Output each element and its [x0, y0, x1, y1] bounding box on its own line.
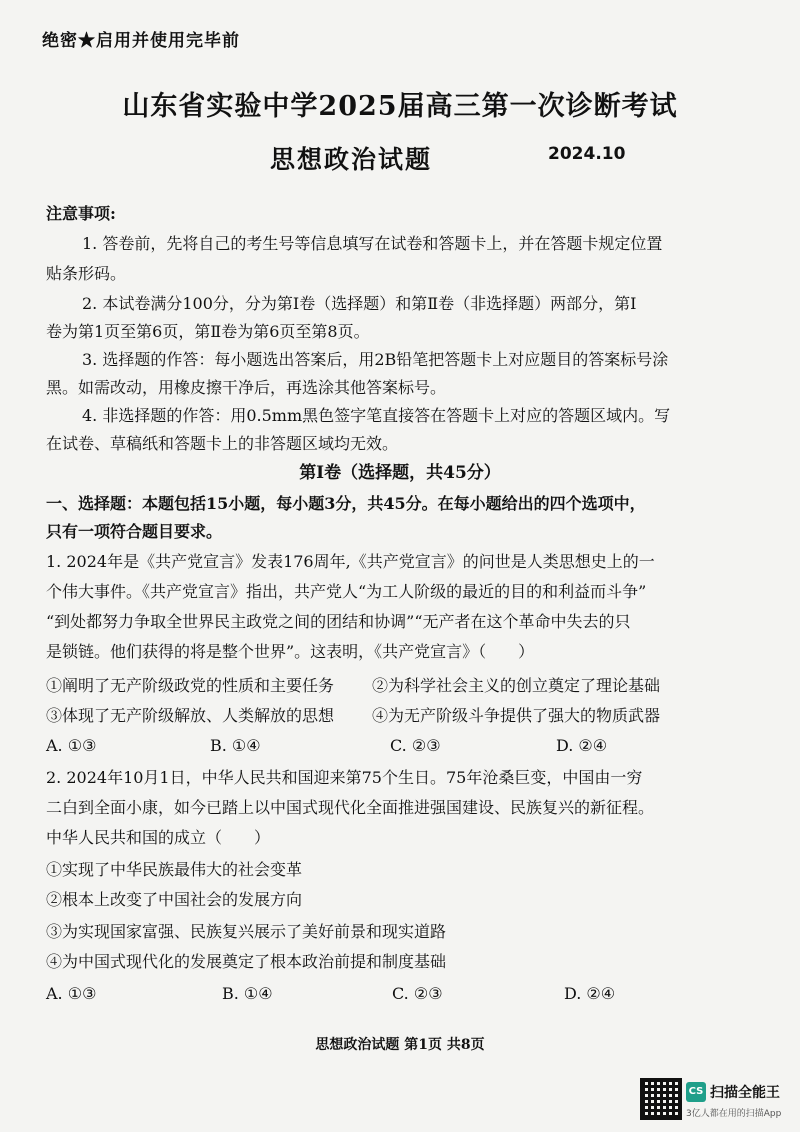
part-intro: 只有一项符合题目要求。: [46, 522, 223, 541]
instruction-line: 3. 选择题的作答：每小题选出答案后，用2B铅笔把答题卡上对应题目的答案标号涂: [82, 350, 669, 369]
instruction-line: 4. 非选择题的作答：用0.5mm黑色签字笔直接答在答题卡上对应的答题区域内。写: [82, 406, 671, 425]
question-1-stem: 个伟大事件。《共产党宣言》指出，共产党人“为工人阶级的最近的目的和利益而斗争”: [46, 582, 647, 601]
qr-code-icon: [640, 1078, 682, 1120]
question-2-statement: ③为实现国家富强、民族复兴展示了美好前景和现实道路: [46, 922, 447, 941]
exam-title: 山东省实验中学2025届高三第一次诊断考试: [122, 91, 678, 122]
question-2-option-d: D. ②④: [564, 984, 616, 1003]
question-1-statement: ④为无产阶级斗争提供了强大的物质武器: [372, 706, 661, 725]
subject-title: 思想政治试题: [270, 145, 433, 174]
instruction-line: 在试卷、草稿纸和答题卡上的非答题区域均无效。: [46, 434, 399, 453]
instruction-line: 1. 答卷前，先将自己的考生号等信息填写在试卷和答题卡上，并在答题卡规定位置: [82, 234, 663, 253]
secret-notice: 绝密★启用并使用完毕前: [42, 31, 240, 51]
question-2-option-a: A. ①③: [46, 984, 97, 1003]
question-2-stem: 二白到全面小康，如今已踏上以中国式现代化全面推进强国建设、民族复兴的新征程。: [46, 798, 655, 817]
instruction-line: 黑。如需改动，用橡皮擦干净后，再选涂其他答案标号。: [46, 378, 447, 397]
instruction-line: 贴条形码。: [46, 264, 127, 283]
exam-date: 2024.10: [548, 144, 626, 164]
section-title: 第Ⅰ卷（选择题，共45分）: [299, 463, 501, 483]
instruction-line: 卷为第1页至第6页，第Ⅱ卷为第6页至第8页。: [46, 322, 370, 341]
question-2-stem: 2. 2024年10月1日，中华人民共和国迎来第75个生日。75年沧桑巨变，中国由一穷: [46, 768, 643, 787]
question-1-statement: ③体现了无产阶级解放、人类解放的思想: [46, 706, 335, 725]
question-1-statement: ①阐明了无产阶级政党的性质和主要任务: [46, 676, 335, 695]
question-2-option-b: B. ①④: [222, 984, 273, 1003]
question-2-option-c: C. ②③: [392, 984, 443, 1003]
question-2-statement: ②根本上改变了中国社会的发展方向: [46, 890, 303, 909]
question-1-statement: ②为科学社会主义的创立奠定了理论基础: [372, 676, 661, 695]
question-2-statement: ①实现了中华民族最伟大的社会变革: [46, 860, 303, 879]
page-footer: 思想政治试题 第1页 共8页: [315, 1037, 485, 1053]
camscanner-logo-icon: CS: [686, 1082, 706, 1102]
question-1-stem: 是锁链。他们获得的将是整个世界”。这表明，《共产党宣言》（ ）: [46, 642, 535, 661]
question-1-option-d: D. ②④: [556, 736, 608, 755]
question-1-stem: “到处都努力争取全世界民主政党之间的团结和协调”“无产者在这个革命中失去的只: [46, 612, 631, 631]
instruction-line: 2. 本试卷满分100分，分为第Ⅰ卷（选择题）和第Ⅱ卷（非选择题）两部分，第Ⅰ: [82, 294, 637, 313]
question-1-option-a: A. ①③: [46, 736, 97, 755]
question-2-statement: ④为中国式现代化的发展奠定了根本政治前提和制度基础: [46, 952, 447, 971]
question-2-stem: 中华人民共和国的成立（ ）: [46, 828, 271, 847]
watermark-tagline: 3亿人都在用的扫描App: [686, 1109, 782, 1119]
question-1-option-c: C. ②③: [390, 736, 441, 755]
question-1-stem: 1. 2024年是《共产党宣言》发表176周年,《共产党宣言》的问世是人类思想史上的一: [46, 552, 655, 571]
part-intro: 一、选择题：本题包括15小题，每小题3分，共45分。在每小题给出的四个选项中，: [46, 494, 646, 513]
instructions-heading: 注意事项:: [46, 204, 116, 223]
question-1-option-b: B. ①④: [210, 736, 261, 755]
watermark-name: 扫描全能王: [710, 1085, 780, 1101]
